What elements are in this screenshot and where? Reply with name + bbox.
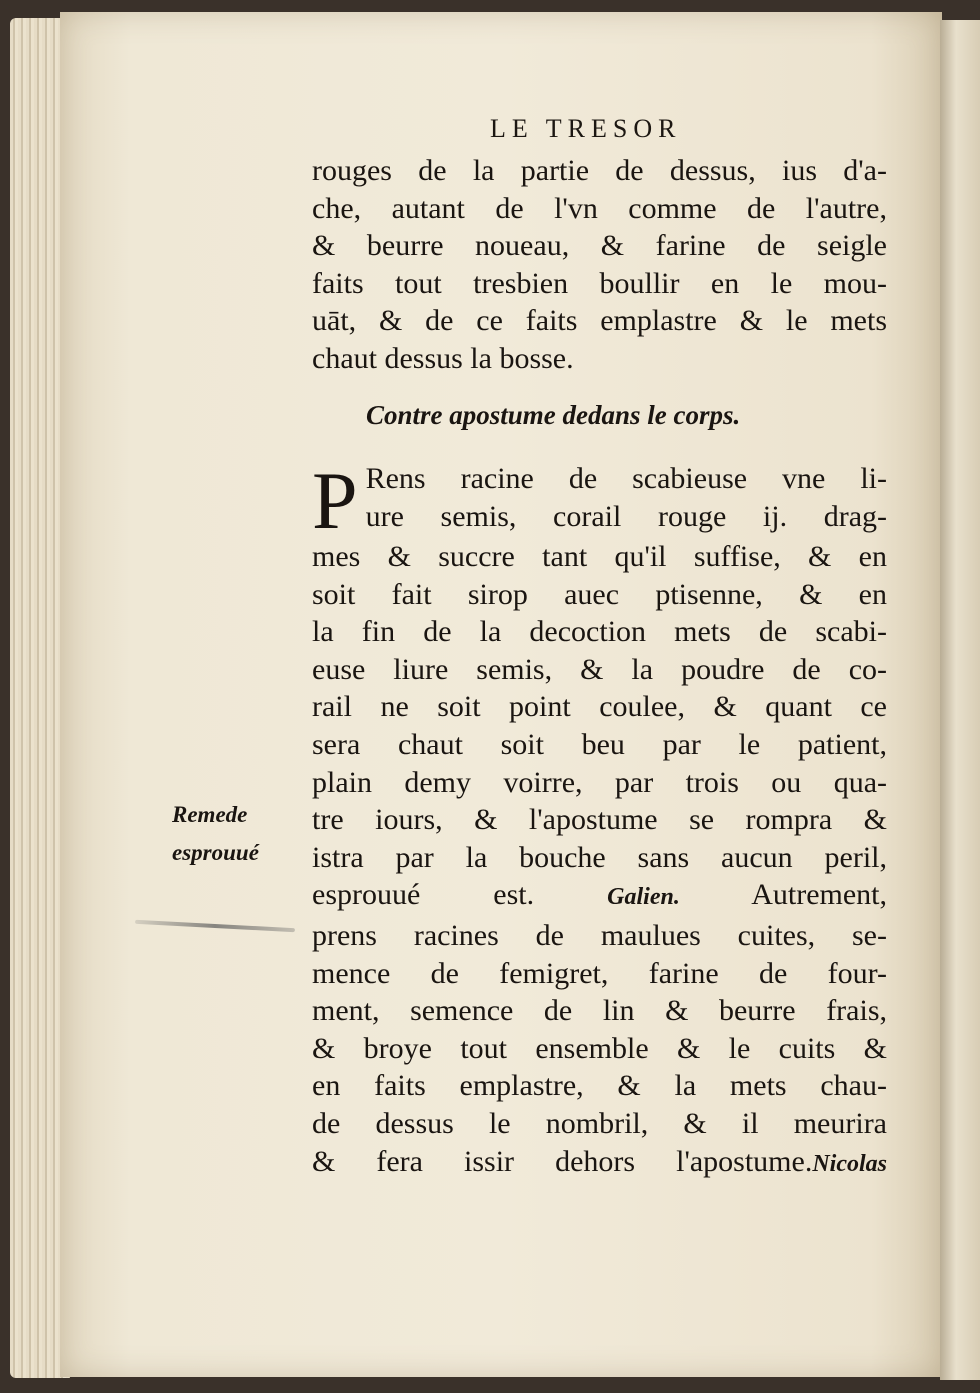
- text-line: mence de femigret, farine de four-: [312, 956, 887, 990]
- margin-note-line-1: Remede: [172, 802, 248, 827]
- text-line: ure semis, corail rouge ij. drag-: [365, 499, 887, 533]
- text-line: la fin de la decoction mets de scabi-: [312, 615, 887, 649]
- drop-capital: P: [312, 455, 358, 546]
- text-line: sera chaut soit beu par le patient,: [312, 727, 887, 761]
- margin-note-line-2: esprouué: [172, 840, 259, 865]
- text-line: soit fait sirop auec ptisenne, & en: [312, 577, 887, 611]
- text-line: prens racines de maulues cuites, se-: [312, 918, 887, 952]
- text-line: faits tout tresbien boullir en le mou-: [312, 266, 887, 300]
- text-line: rouges de la partie de dessus, ius d'a-: [312, 154, 887, 187]
- text-line: istra par la bouche sans aucun peril,: [312, 840, 887, 874]
- text-line: plain demy voirre, par trois ou qua-: [312, 765, 887, 799]
- text-line: Rens racine de scabieuse vne li-: [365, 462, 887, 495]
- text-line-last: [312, 1143, 887, 1184]
- text-line: en faits emplastre, & la mets chau-: [312, 1069, 887, 1103]
- text-line: ment, semence de lin & beurre frais,: [312, 994, 887, 1028]
- text-line: chaut dessus la bosse.: [312, 341, 574, 375]
- text-line: uāt, & de ce faits emplastre & le mets: [312, 304, 887, 338]
- text-fragment: Autrement,: [751, 878, 887, 912]
- text-line: & broye tout ensemble & le cuits &: [312, 1031, 887, 1065]
- section-heading: Contre apostume dedans le corps.: [366, 400, 741, 430]
- page-edges-right: [940, 20, 980, 1380]
- text-fragment: & fera issir dehors l'apostume.: [312, 1144, 813, 1178]
- text-line: de dessus le nombril, & il meurira: [312, 1106, 887, 1140]
- catchword-nicolas: Nicolas: [812, 1150, 887, 1177]
- running-head: LE TRESOR: [490, 114, 682, 143]
- text-line: euse liure semis, & la poudre de co-: [312, 652, 887, 686]
- author-citation-galien: Galien.: [607, 884, 680, 911]
- text-line-galien: [312, 876, 887, 917]
- text-line: rail ne soit point coulee, & quant ce: [312, 690, 887, 724]
- text-line: mes & succre tant qu'il suffise, & en: [312, 540, 887, 573]
- paragraph-2: [312, 455, 887, 1183]
- text-line: & beurre noueau, & farine de seigle: [312, 229, 887, 263]
- paragraph-1: [312, 152, 887, 378]
- text-line: tre iours, & l'apostume se rompra &: [312, 803, 887, 837]
- text-line: che, autant de l'vn comme de l'autre,: [312, 191, 887, 225]
- text-fragment: esprouué est.: [312, 878, 535, 912]
